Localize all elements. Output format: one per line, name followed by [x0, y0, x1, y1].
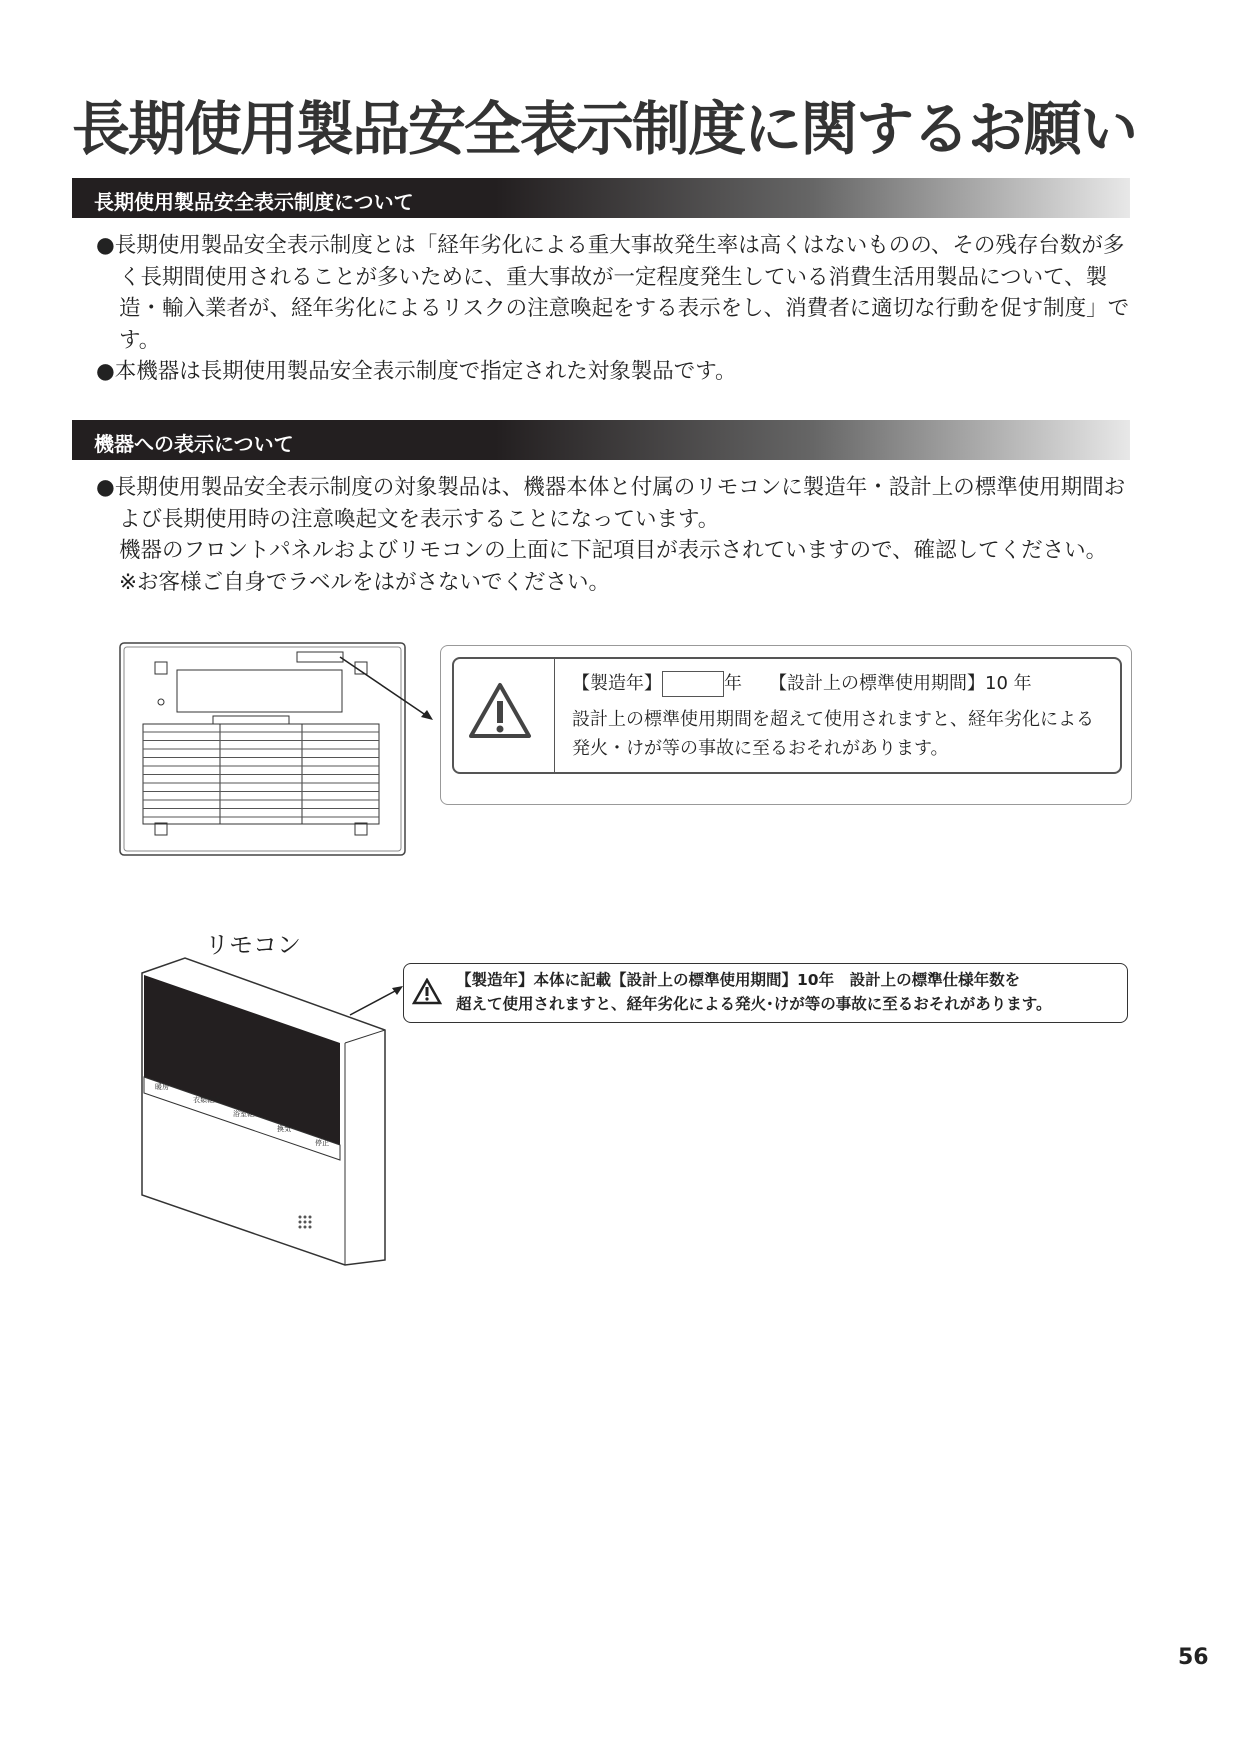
remote-label-line: 【製造年】本体に記載【設計上の標準使用期間】10年 設計上の標準仕様年数を	[456, 971, 1021, 989]
paragraph: ●長期使用製品安全表示制度とは「経年劣化による重大事故発生率は高くはないものの、その残存台数が多く長期間使用されることが多いために、重大事故が一定程度発生している消費生活用製品について、製造・輸入業者が、経年劣化によるリスクの注意喚起をする表示をし、消費者に適切な行動を促す制度」です。	[96, 233, 1130, 353]
year-label: 【製造年】	[572, 673, 662, 694]
page-number: 56	[1178, 1645, 1209, 1670]
section-heading: 機器への表示について	[94, 432, 294, 456]
year-suffix: 年	[724, 673, 742, 694]
remote-button: 停止	[315, 1139, 329, 1147]
section-heading: 長期使用製品安全表示制度について	[94, 190, 414, 214]
warning-triangle-icon	[412, 978, 442, 1005]
remote-button: 浴室乾燥	[233, 1110, 261, 1118]
unit-front-panel-illustration	[115, 640, 455, 860]
label-year-line	[572, 669, 1032, 698]
paragraph: ※お客様ご自身でラベルをはがさないでください。	[119, 569, 611, 595]
paragraph: 機器のフロントパネルおよびリモコンの上面に下記項目が表示されていますので、確認してください。	[119, 538, 1108, 563]
section-header	[72, 178, 1130, 218]
remote-illustration	[135, 955, 405, 1270]
remote-button: 暖房	[155, 1083, 169, 1091]
section-header	[72, 420, 1130, 460]
remote-caption: リモコン	[205, 931, 301, 959]
warning-triangle-icon	[468, 681, 532, 739]
unit-warning-label	[452, 657, 1122, 774]
standard-period: 【設計上の標準使用期間】10 年	[778, 673, 1032, 694]
warning-text: 設計上の標準使用期間を超えて使用されますと、経年劣化による発火・けが等の事故に至るおそれがあります。	[572, 709, 1094, 759]
remote-button: 衣類乾燥	[193, 1096, 221, 1104]
year-blank-field	[662, 671, 724, 697]
paragraph: ●長期使用製品安全表示制度の対象製品は、機器本体と付属のリモコンに製造年・設計上の標準使用期間および長期使用時の注意喚起文を表示することになっています。	[96, 475, 1126, 532]
remote-label-line: 超えて使用されますと、経年劣化による発火･けが等の事故に至るおそれがあります。	[456, 995, 1052, 1013]
section-body	[96, 230, 1136, 388]
section-body	[96, 472, 1136, 598]
paragraph: ●本機器は長期使用製品安全表示制度で指定された対象製品です。	[96, 359, 737, 384]
page-title: 長期使用製品安全表示制度に関するお願い	[72, 95, 1137, 163]
remote-button: 換気	[277, 1125, 291, 1133]
remote-warning-label	[403, 963, 1128, 1023]
